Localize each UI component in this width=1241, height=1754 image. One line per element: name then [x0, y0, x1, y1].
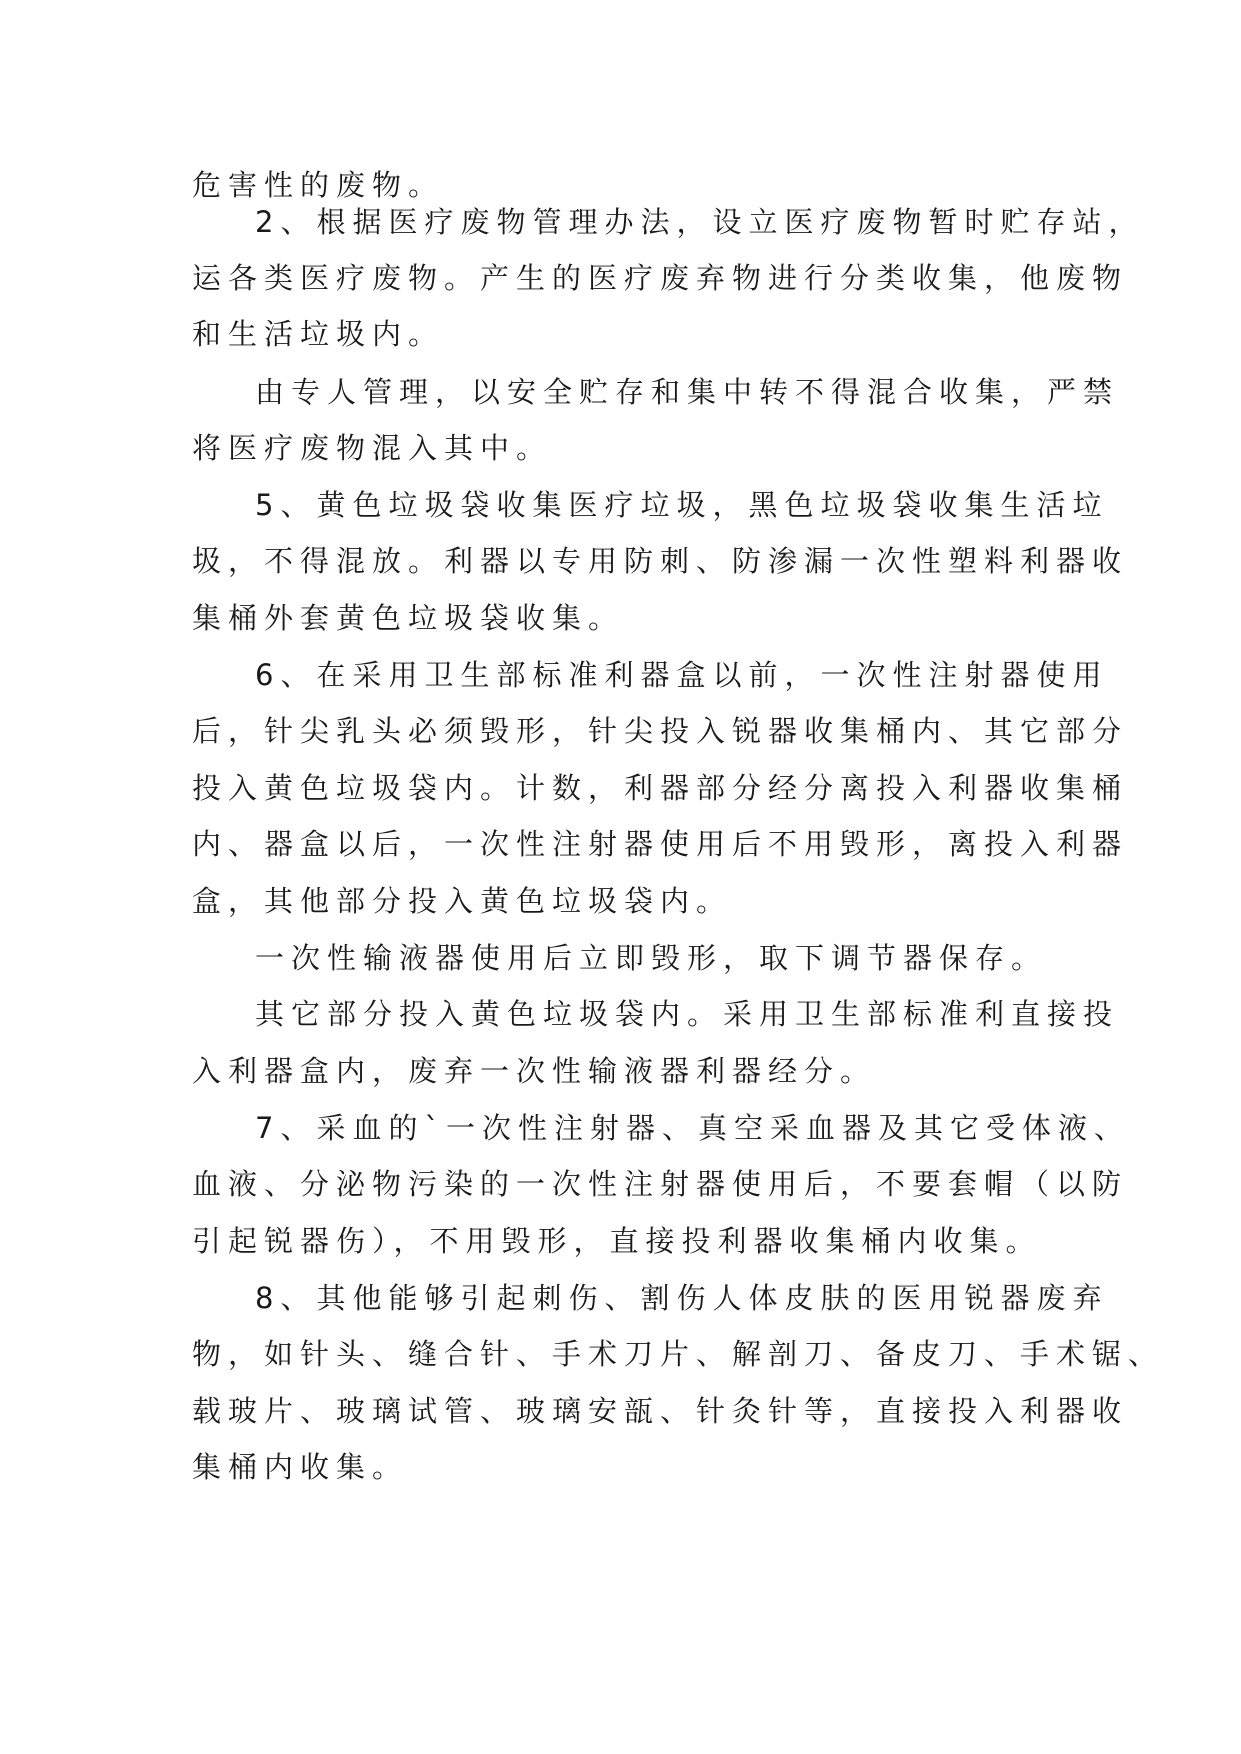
text-line: 载玻片、玻璃试管、玻璃安瓿、针灸针等，直接投入利器收 — [192, 1394, 1129, 1428]
text-line: 入利器盒内，废弃一次性输液器利器经分。 — [192, 1054, 877, 1088]
text-line: 8、其他能够引起刺伤、割伤人体皮肤的医用锐器废弃 — [255, 1281, 1109, 1315]
text-line: 一次性输液器使用后立即毁形，取下调节器保存。 — [255, 941, 1048, 975]
text-line: 盒，其他部分投入黄色垃圾袋内。 — [192, 884, 733, 918]
text-line: 血液、分泌物污染的一次性注射器使用后，不要套帽（以防 — [192, 1167, 1129, 1201]
text-line: 5、黄色垃圾袋收集医疗垃圾，黑色垃圾袋收集生活垃 — [255, 488, 1109, 522]
text-line: 集桶外套黄色垃圾袋收集。 — [192, 601, 625, 635]
text-line: 圾，不得混放。利器以专用防刺、防渗漏一次性塑料利器收 — [192, 544, 1129, 578]
text-line: 和生活垃圾内。 — [192, 317, 445, 351]
text-line: 运各类医疗废物。产生的医疗废弃物进行分类收集，他废物 — [192, 261, 1129, 295]
text-line: 投入黄色垃圾袋内。计数，利器部分经分离投入利器收集桶 — [192, 771, 1129, 805]
text-line: 危害性的废物。 — [192, 168, 445, 202]
text-line: 其它部分投入黄色垃圾袋内。采用卫生部标准利直接投 — [255, 997, 1120, 1031]
text-line: 6、在采用卫生部标准利器盒以前，一次性注射器使用 — [255, 658, 1109, 692]
text-line: 后，针尖乳头必须毁形，针尖投入锐器收集桶内、其它部分 — [192, 714, 1129, 748]
text-line: 内、器盒以后，一次性注射器使用后不用毁形，离投入利器 — [192, 827, 1129, 861]
text-line: 集桶内收集。 — [192, 1450, 409, 1484]
text-line: 引起锐器伤），不用毁形，直接投利器收集桶内收集。 — [192, 1224, 1042, 1258]
text-line: 2、根据医疗废物管理办法，设立医疗废物暂时贮存站， — [255, 205, 1145, 239]
text-line: 7、采血的`一次性注射器、真空采血器及其它受体液、 — [255, 1111, 1130, 1145]
text-line: 物，如针头、缝合针、手术刀片、解剖刀、备皮刀、手术锯、 — [192, 1337, 1165, 1371]
text-line: 将医疗废物混入其中。 — [192, 431, 553, 465]
text-line: 由专人管理，以安全贮存和集中转不得混合收集，严禁 — [255, 375, 1120, 409]
